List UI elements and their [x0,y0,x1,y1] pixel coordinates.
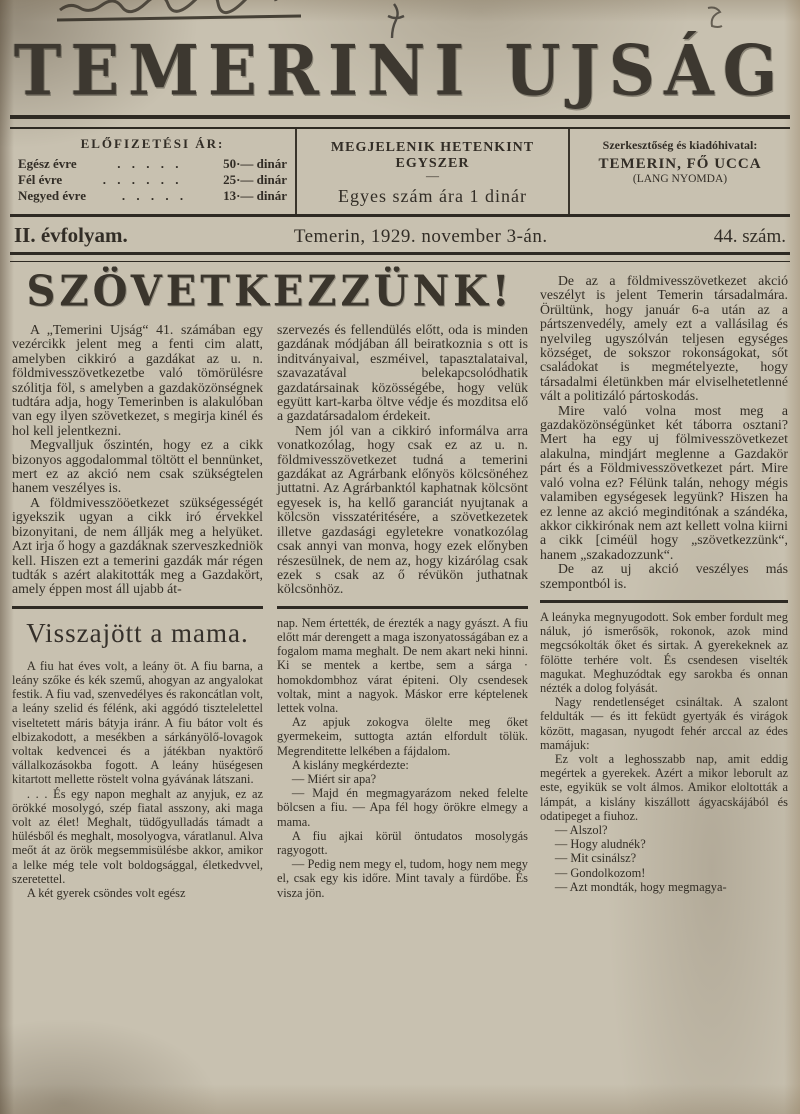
page-body [0,262,800,900]
paragraph: A fiu hat éves volt, a leány öt. A fiu barna, a leány szőke és kék szemű, ahogyan az angyalokat festik. A fiu vad, szenvedélyes és rakoncátlan volt, a leány szelid és félénk, aki aggódó tisztelelettel viseltetett máris bátyja iránr. A fiu bátor volt és elbizakodott, a mesékben a sárkányölő-lovagok voltak kedvencei és a játékban nyaktörő vállalkozásokba fogott. A leány hüségesen kitartott mellette röstelt volna gyávának látszani. [12,658,263,787]
newspaper-title: TEMERINI UJSÁG [13,31,787,112]
article-separator-rule [12,606,263,609]
article2-col2 [277,616,528,900]
frequency-line: MEGJELENIK HETENKINT EGYSZER [330,140,535,171]
article1-col2 [277,323,528,597]
dialogue-line: — Alszol? [554,822,608,837]
headline-region [12,266,528,900]
paragraph: Nagy rendetlenséget csináltak. A szalont feldulták — és itt feküdt gyertyák és virágok között, magasan, nyugodt fehér arccal az édes mamájuk: [540,695,788,752]
paragraph: Az apjuk zokogva ölelte meg őket gyermekeim, suttogta aztán elfordult tölük. Megrenditette lelkében a fájdalom. [277,715,528,758]
office-address: TEMERIN, FŐ UCCA [598,156,762,172]
paragraph: Mire való volna most meg a gazdaközönségünket két táborra osztani? Mert ha egy uj fölmivesszövetkezet alakulna, mindjárt meglenne a Gazdakör párt és a Földmivesszövetkezet párt. Mire való volna ez? Félünk talán, nehogy mégis valamiben egységesek legyünk? Hiszen ha ez lenne az akció meginditónak a szándéka, akkor cikkirónak nem azt kellett volna kiirni a cikk [ciméül hogy „szövetkezzünk“, hanem „szakadozzunk“. [540,402,788,562]
article2-col1 [12,659,263,900]
subscription-row [18,188,287,204]
dialogue-line: — Gondolkozom! [554,865,646,880]
article2-col3 [540,610,788,894]
frequency-box [295,129,570,214]
subscription-box [10,129,295,214]
article1-col1 [12,323,263,597]
paragraph: A leányka megnyugodott. Sok ember fordult meg náluk, jó ismerősök, rokonok, azok mind megcsókolták őket és sirtak. A gyerekeknek az fölötte terhére volt. És csendesen viselték magukat. Meghuzódtak egy sarokba és onnan nézték a dolog folyását. [540,609,788,695]
dialogue-line: — Azt mondták, hogy megmagya- [554,879,727,894]
divider-dash: — [426,168,439,183]
subscription-title: ELŐFIZETÉSI ÁR: [80,136,225,151]
subscription-label: Egész évre [18,156,77,171]
date-label: Temerin, 1929. november 3-án. [293,226,548,247]
dialogue-line: — Miért sir apa? [291,771,377,786]
dialogue-line: — Pedig nem megy el, tudom, hogy nem megy el, csak egy kis időre. Mint tavaly a fürdőbe. És visza jön. [277,857,528,900]
column-2 [277,323,528,900]
article-separator-rule [277,606,528,609]
article1-col3 [540,274,788,591]
paragraph: nap. Nem értették, de érezték a nagy gyászt. A fiu előtt már derengett a maga iszonyatosságában ez a fogalom mama meghalt. De nem akart neki hinni. Ki se mentek a kertbe, sem a sárga · homokdombhoz várat épiteni. Oly csendesek voltak, mint a nagyok. Máskor erre képtelenek lettek volna. [277,615,528,715]
subscription-row [18,172,287,188]
column-3 [540,266,788,900]
header-info-row [10,129,790,217]
dateline-row [10,217,790,252]
issue-label: 44. szám. [713,226,786,247]
masthead [0,0,800,112]
dialogue-line: — Hogy aludnék? [554,837,646,852]
subscription-price: 13·— dinár [223,188,287,203]
dot-leader: . . . . . . [102,172,183,187]
price-per-issue: Egyes szám ára 1 dinár [338,186,527,206]
paragraph: A fiu ajkai körül öntudatos mosolygás ragyogott. [277,828,528,857]
office-box [570,129,790,214]
paragraph: Nem jól van a cikkiró informálva arra vonatkozólag, hogy csak ez az u. n. földmivesszövetkezet tudná a temerini gazdákat az Agrárbank előnyös kölcsönéhez juttatni. Az Agrárbanktól kaphatnak kölcsönt egyesek is, ha kellő garanciát nyujtanak a kölcsön visszatéritésére, a szövetkezetek illetve gazdasági egyletekre vonatkozólag csak annyi van monva, hogy ezek előnyben részesülnek, de nem az, hogy kizárólag csak ezek s csak az ő révükön juthatnak kölcsönhöz. [277,422,528,597]
column-1 [12,323,263,900]
dot-leader: . . . . . [121,188,188,203]
paragraph: Megvalljuk őszintén, hogy ez a cikk bizonyos aggodalommal töltött el bennünket, mert ez az akció nem csak szükségtelen hanem veszélyes is. [12,437,263,496]
dialogue-line: — Mit csinálsz? [554,851,637,866]
dateline-rule [10,252,790,262]
paragraph: A két gyerek csöndes volt egész [26,885,186,900]
paragraph: . . . És egy napon meghalt az anyjuk, ez az örökké mosolygó, szép fiatal asszony, aki maga volt az élet! Meghalt, tüdőgyulladás támadt a hülésből és meghalt, mosolyogva, váratlanul. Alva meőt át az örök megsemmisülésbe akkor, amikor a lelke még tele volt boldogsággal, életkedvvel, szeretettel. [12,786,263,886]
article-separator-rule [540,600,788,603]
subscription-price: 25·— dinár [223,172,287,187]
dialogue-line: — Majd én megmagyarázom neked felelte bölcsen a fiu. — Apa fél hogy örökre elmegy a mama. [277,786,528,829]
masthead-rule [10,115,790,129]
subscription-label: Fél évre [18,172,63,187]
paragraph: Ez volt a leghosszabb nap, amit eddig megértek a gyerekek. Azért a mikor leborult az este, egyikük se volt álmos. Amikor eloltották a lámpát, a kislány kiszállott ágyacskájából és odatipeget a fiuhoz. [540,751,788,823]
article1-headline: SZÖVETKEZZÜNK! [26,266,514,317]
article2-title: Visszajött a mama. [26,617,249,648]
subscription-price: 50·— dinár [223,156,287,171]
office-caption: Szerkesztőség és kiadóhivatal: [602,138,758,152]
office-printer: (LANG NYOMDA) [632,173,728,185]
dot-leader: . . . . . [117,156,183,171]
paragraph: A kislány megkérdezte: [291,757,409,772]
subscription-row [18,156,287,172]
paragraph: De az uj akció veszélyes más szempontból is. [540,561,788,591]
paragraph: szervezés és fellendülés előtt, oda is minden gazdának módjában áll beiratkoznia s ott is inditványaival, eszméivel, tapasztalataival, szavazatával belekapcsolódhatik gazdatársainak közösségébe, hogy velük együtt kart-karba öltve védje és mozditsa elő a gazdatársadalom érdekeit. [277,322,528,424]
volume-label: II. évfolyam. [14,223,128,247]
paragraph: A „Temerini Ujság“ 41. számában egy vezércikk jelent meg a fenti cim alatt, amelyben cikkiró a gazdákat az u. n. földmivesszövetkezetbe való tömörülésre szólitja föl, s amelyben a gazdaközönségnek tudtára adja, hogy Temerinben is alakulóban van egy ilyen szövetkezet, s megirja kinél és hol kell jelentkezni. [12,322,263,438]
paragraph: A földmivesszööetkezet szükségességét igyekszik ugyan a cikk iró érvekkel bizonyitani, de nem állják meg a helyüket. Azt irja ő hogy a gazdáknak szerveszkedniök kell. Hiszen ezt a temerini gazdák már régen tudták s azért alakitották meg a Gazdakört, amely éppen most áll ujabb át- [12,494,263,597]
paragraph: De az a földmivesszövetkezet akció veszélyt is jelent Temerin társadalmára. Örültünk, hogy január 6-a után az a pártszenvedély, amely ezt a vallásilag és nyelvileg ugyszólván teljesen egységes községet, de sokszor rokonságokat, sőt családokat is megmételyezte, hogy társadalmi életünkben már elviselhetetlenné vált a politizáló pártoskodás. [540,273,788,404]
subscription-label: Negyed évre [18,188,86,203]
